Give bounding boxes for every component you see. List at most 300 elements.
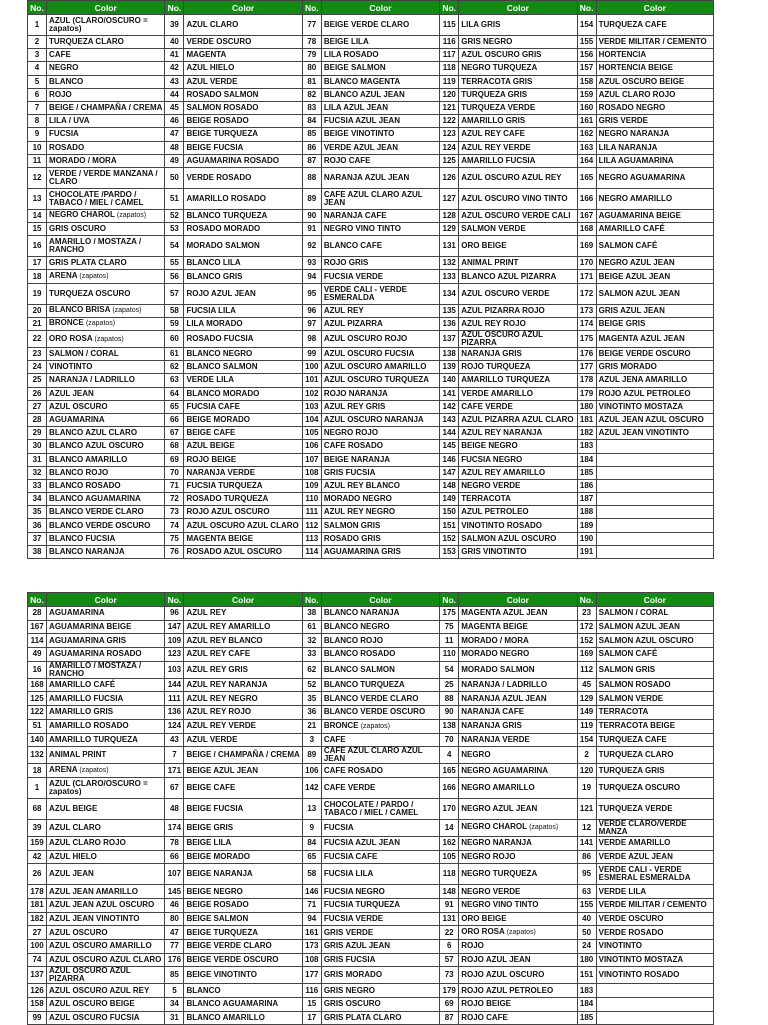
color-name: BLANCO TURQUEZA [321,678,439,692]
color-number: 147 [165,620,184,634]
color-name: VERDE OSCURO [184,36,302,49]
table-row [28,940,714,954]
color-name [596,998,713,1012]
color-number: 82 [302,88,321,101]
color-name: VERDE MILITAR / CEMENTO [596,898,713,912]
color-name: AZUL OSCURO FUCSIA [321,348,439,361]
color-number: 25 [28,374,47,387]
color-number: 7 [165,747,184,764]
color-name: AZUL REY AMARILLO [459,466,577,479]
color-name: AZUL REY NEGRO [321,506,439,519]
color-number: 188 [577,506,596,519]
color-number: 159 [577,88,596,101]
color-number: 58 [302,864,321,885]
color-name: NEGRO VINO TINTO [321,223,439,236]
table-row [28,49,714,62]
color-number: 152 [440,532,459,545]
color-number: 164 [577,154,596,167]
color-number: 181 [28,898,47,912]
color-number: 108 [302,953,321,967]
color-name: CAFE VERDE [459,400,577,413]
color-name: VINOTINTO ROSADO [459,519,577,532]
color-name: BLANCO AMARILLO [184,1011,302,1025]
color-name [596,466,713,479]
header-color: Color [459,1,577,15]
color-number: 167 [577,209,596,222]
color-number: 145 [440,440,459,453]
color-name: BEIGE ROSADO [184,898,302,912]
color-number: 179 [440,984,459,998]
color-number: 150 [440,506,459,519]
color-number: 175 [440,607,459,621]
color-name: VERDE ROSADO [184,167,302,188]
color-name: BLANCO VERDE CLARO [47,506,165,519]
table-header [28,1,714,15]
table-row [28,836,714,850]
table-row [28,427,714,440]
color-number: 125 [440,154,459,167]
color-number: 47 [165,128,184,141]
color-name: BLANCO CAFE [321,236,439,257]
color-number: 144 [165,678,184,692]
color-name [596,453,713,466]
color-name: SALMON CAFÉ [596,648,713,662]
table-row [28,532,714,545]
color-number: 174 [577,317,596,330]
color-number: 90 [440,706,459,720]
color-number: 83 [302,101,321,114]
color-number: 172 [577,620,596,634]
color-name: CAFE ROSADO [321,440,439,453]
table-row [28,15,714,36]
color-number: 57 [440,953,459,967]
color-name: NARANJA / LADRILLO [47,374,165,387]
color-name: ANIMAL PRINT [459,257,577,270]
color-name: BLANCO GRIS [184,270,302,283]
color-number: 53 [165,223,184,236]
color-number: 100 [302,361,321,374]
color-number: 59 [165,317,184,330]
color-number: 41 [165,49,184,62]
color-name [596,519,713,532]
color-name: BEIGE AZUL JEAN [184,764,302,778]
color-name: NEGRO AGUAMARINA [459,764,577,778]
table-row [28,387,714,400]
color-number: 62 [165,361,184,374]
color-number: 31 [165,1011,184,1025]
table-row [28,440,714,453]
color-number: 32 [28,466,47,479]
color-number: 19 [577,777,596,798]
color-number: 60 [165,331,184,348]
color-name: AZUL REY NARANJA [184,678,302,692]
color-name: VERDE ROSADO [596,926,713,940]
table-row [28,678,714,692]
color-name: NEGRO AMARILLO [596,188,713,209]
color-name [596,493,713,506]
color-number: 74 [165,519,184,532]
color-name: AMARILLO CAFÉ [596,223,713,236]
color-number: 138 [440,719,459,733]
color-number: 149 [440,493,459,506]
color-name: BEIGE LILA [321,36,439,49]
color-name: AZUL CLARO ROJO [596,88,713,101]
color-number: 185 [577,466,596,479]
color-number: 74 [28,953,47,967]
table-row [28,236,714,257]
color-name: BEIGE SALMON [184,912,302,926]
color-name: VINOTINTO [596,940,713,954]
color-number: 119 [440,75,459,88]
color-name: VERDE CALI - VERDE ESMERAL ESMERALDA [596,864,713,885]
color-number: 158 [577,75,596,88]
color-number: 66 [165,413,184,426]
color-name: NARANJA VERDE [184,466,302,479]
color-name: CHOCOLATE / PARDO / TABACO / MIEL / CAMEL [321,798,439,819]
color-number: 93 [302,257,321,270]
color-name: BEIGE FUCSIA [184,798,302,819]
color-name: BEIGE GRIS [184,819,302,836]
color-number: 87 [302,154,321,167]
color-number: 155 [577,36,596,49]
color-number: 183 [577,984,596,998]
table-header [28,593,714,607]
color-number: 111 [302,506,321,519]
table-row [28,519,714,532]
color-name: TURQUEZA OSCURO [596,777,713,798]
color-number: 139 [440,361,459,374]
color-name: ROJO GRIS [321,257,439,270]
color-number: 135 [440,304,459,317]
color-number: 107 [165,864,184,885]
color-name: AMARILLO / MOSTAZA / RANCHO [47,236,165,257]
color-number: 106 [302,764,321,778]
color-name: LILA MORADO [184,317,302,330]
color-name: ROJO TURQUEZA [459,361,577,374]
color-name: BEIGE NEGRO [459,440,577,453]
color-name: BEIGE AZUL JEAN [596,270,713,283]
color-name: TURQUEZA CLARO [47,36,165,49]
color-number: 43 [165,733,184,747]
color-name: SALMON VERDE [459,223,577,236]
color-number: 14 [28,209,47,222]
color-number: 6 [28,88,47,101]
color-number: 10 [28,141,47,154]
color-number: 32 [302,634,321,648]
color-number: 33 [302,648,321,662]
color-name: MAGENTA BEIGE [459,620,577,634]
color-name: AZUL OSCURO GRIS [459,49,577,62]
color-number: 123 [165,648,184,662]
color-number: 7 [28,101,47,114]
color-number: 45 [165,101,184,114]
color-name: AZUL OSCURO AMARILLO [47,940,165,954]
color-name: BLANCO AZUL JEAN [321,88,439,101]
color-name: BLANCO AZUL PIZARRA [459,270,577,283]
color-name: BLANCO AZUL CLARO [47,427,165,440]
color-number: 65 [302,850,321,864]
color-number: 45 [577,678,596,692]
color-number: 16 [28,661,47,678]
header-color: Color [459,593,577,607]
color-number: 26 [28,864,47,885]
color-number: 107 [302,453,321,466]
color-name: BLANCO [184,984,302,998]
color-number: 16 [28,236,47,257]
header-number: No. [577,1,596,15]
color-name: MAGENTA [184,49,302,62]
table-row [28,257,714,270]
color-number: 94 [302,912,321,926]
color-number: 129 [577,692,596,706]
color-number: 22 [440,926,459,940]
color-name: NEGRO CHAROL (zapatos) [459,819,577,836]
color-name: SALMON / CORAL [47,348,165,361]
color-number: 54 [440,661,459,678]
color-number: 131 [440,236,459,257]
color-name: AZUL OSCURO AMARILLO [321,361,439,374]
color-number: 5 [165,984,184,998]
color-number: 28 [28,413,47,426]
color-number: 102 [302,387,321,400]
color-name: AZUL PIZARRA [321,317,439,330]
color-number: 113 [302,532,321,545]
table-row [28,706,714,720]
color-number: 6 [440,940,459,954]
table-row [28,1011,714,1025]
color-name: BLANCO VERDE CLARO [321,692,439,706]
color-number: 26 [28,387,47,400]
color-name: AZUL REY CAFE [184,648,302,662]
color-number: 172 [577,283,596,304]
color-name: AZUL OSCURO AZUL CLARO [184,519,302,532]
header-color: Color [321,593,439,607]
color-name: BEIGE / CHAMPAÑA / CREMA [184,747,302,764]
color-number: 140 [28,733,47,747]
color-number: 13 [302,798,321,819]
table-row [28,331,714,348]
color-name: FUCSIA CAFE [321,850,439,864]
color-name: AMARILLO TURQUEZA [47,733,165,747]
color-name: ROJO CAFE [459,1011,577,1025]
color-name: BLANCO TURQUEZA [184,209,302,222]
color-name: BRONCE (zapatos) [321,719,439,733]
color-number: 69 [440,998,459,1012]
color-number: 80 [302,62,321,75]
color-number: 121 [440,101,459,114]
color-name: GRIS OSCURO [47,223,165,236]
color-name: AZUL OSCURO AZUL REY [47,984,165,998]
header-number: No. [28,1,47,15]
color-number: 76 [165,545,184,558]
color-number: 109 [302,479,321,492]
color-number: 110 [440,648,459,662]
table-row [28,819,714,836]
color-number: 36 [28,519,47,532]
color-number: 156 [577,49,596,62]
color-number: 55 [165,257,184,270]
color-number: 105 [302,427,321,440]
color-number: 182 [577,427,596,440]
color-name: AMARILLO GRIS [459,115,577,128]
color-number: 116 [440,36,459,49]
color-name: TERRACOTA [459,493,577,506]
color-name: AZUL REY NEGRO [184,692,302,706]
color-number: 28 [28,607,47,621]
table-row [28,209,714,222]
color-name: FUCSIA NEGRO [321,885,439,899]
color-number: 72 [165,493,184,506]
color-number: 40 [165,36,184,49]
color-name: TERRACOTA GRIS [459,75,577,88]
color-name: VERDE OSCURO [596,912,713,926]
color-name: ROJO [459,940,577,954]
color-number: 71 [165,479,184,492]
color-name: AZUL OSCURO VERDE [459,283,577,304]
color-number: 173 [577,304,596,317]
color-number: 62 [302,661,321,678]
color-number: 103 [165,661,184,678]
color-name: SALMON ROSADO [184,101,302,114]
color-name [596,545,713,558]
color-name: BLANCO ROJO [321,634,439,648]
color-number: 141 [577,836,596,850]
header-color: Color [321,1,439,15]
header-number: No. [440,593,459,607]
color-name: AZUL JEAN VINOTINTO [47,912,165,926]
color-number: 175 [577,331,596,348]
color-number: 27 [28,926,47,940]
table-row [28,128,714,141]
color-number: 88 [440,692,459,706]
color-number: 58 [165,304,184,317]
color-number: 166 [577,188,596,209]
color-name: TURQUEZA GRIS [459,88,577,101]
color-name: MAGENTA AZUL JEAN [596,331,713,348]
color-number: 21 [302,719,321,733]
color-number: 52 [302,678,321,692]
color-name [596,440,713,453]
table-row [28,607,714,621]
color-name: SALMON GRIS [321,519,439,532]
color-name: BEIGE VERDE OSCURO [596,348,713,361]
color-number: 122 [28,706,47,720]
color-name: BEIGE / CHAMPAÑA / CREMA [47,101,165,114]
color-name: BLANCO NARANJA [47,545,165,558]
color-number: 71 [302,898,321,912]
color-name: BEIGE VINOTINTO [184,967,302,984]
color-name: AZUL PETROLEO [459,506,577,519]
color-number: 96 [302,304,321,317]
color-name: AZUL OSCURO VERDE CALI [459,209,577,222]
color-name: BEIGE TURQUEZA [184,128,302,141]
color-name: ARENA (zapatos) [47,270,165,283]
color-number: 132 [440,257,459,270]
color-number: 180 [577,400,596,413]
color-number: 11 [440,634,459,648]
color-number: 98 [302,331,321,348]
color-number: 40 [577,912,596,926]
color-number: 170 [577,257,596,270]
color-number: 89 [302,747,321,764]
color-name: NARANJA AZUL JEAN [321,167,439,188]
color-number: 67 [165,427,184,440]
color-number: 101 [302,374,321,387]
color-name: AMARILLO CAFÉ [47,678,165,692]
color-name: AZUL JEAN [47,387,165,400]
color-name: AZUL REY VERDE [184,719,302,733]
color-name: ORO BEIGE [459,236,577,257]
color-name: AZUL JEAN VINOTINTO [596,427,713,440]
header-color: Color [184,1,302,15]
color-number: 50 [577,926,596,940]
color-number: 154 [577,733,596,747]
color-name: AZUL JEAN AZUL OSCURO [47,898,165,912]
color-number: 155 [577,898,596,912]
color-number: 77 [302,15,321,36]
color-name: BEIGE TURQUEZA [184,926,302,940]
color-name: ROJO AZUL PETROLEO [596,387,713,400]
color-number: 91 [440,898,459,912]
color-number: 112 [302,519,321,532]
table-row [28,188,714,209]
color-name: AZUL OSCURO VINO TINTO [459,188,577,209]
color-number: 158 [28,998,47,1012]
color-number: 134 [440,283,459,304]
table-row [28,719,714,733]
color-number: 187 [577,493,596,506]
color-name [596,532,713,545]
color-name: ROSADO MORADO [184,223,302,236]
color-name: AZUL OSCURO ROJO [321,331,439,348]
color-number: 88 [302,167,321,188]
color-name: MORADO SALMON [184,236,302,257]
color-number: 18 [28,764,47,778]
color-number: 81 [302,75,321,88]
color-name: BLANCO NEGRO [321,620,439,634]
color-number: 9 [302,819,321,836]
color-number: 121 [577,798,596,819]
color-number: 191 [577,545,596,558]
color-name: FUCSIA LILA [321,864,439,885]
color-name: ROSADO TURQUEZA [184,493,302,506]
color-number: 169 [577,236,596,257]
color-name: ORO ROSA (zapatos) [459,926,577,940]
color-number: 21 [28,317,47,330]
color-number: 13 [28,188,47,209]
color-name: BEIGE ROSADO [184,115,302,128]
color-number: 105 [440,850,459,864]
table-row [28,141,714,154]
color-number: 64 [165,387,184,400]
color-number: 110 [302,493,321,506]
color-number: 3 [302,733,321,747]
color-number: 43 [165,75,184,88]
color-name: BLANCO NEGRO [184,348,302,361]
color-number: 131 [440,912,459,926]
color-name: NARANJA CAFE [321,209,439,222]
color-name: TURQUEZA OSCURO [47,283,165,304]
color-name: MAGENTA BEIGE [184,532,302,545]
header-number: No. [440,1,459,15]
color-name: BEIGE NARANJA [184,864,302,885]
color-name: VERDE AZUL JEAN [321,141,439,154]
color-number: 65 [165,400,184,413]
color-name: GRIS NEGRO [459,36,577,49]
color-name: BLANCO SALMON [321,661,439,678]
color-name: NARANJA / LADRILLO [459,678,577,692]
color-number: 25 [440,678,459,692]
